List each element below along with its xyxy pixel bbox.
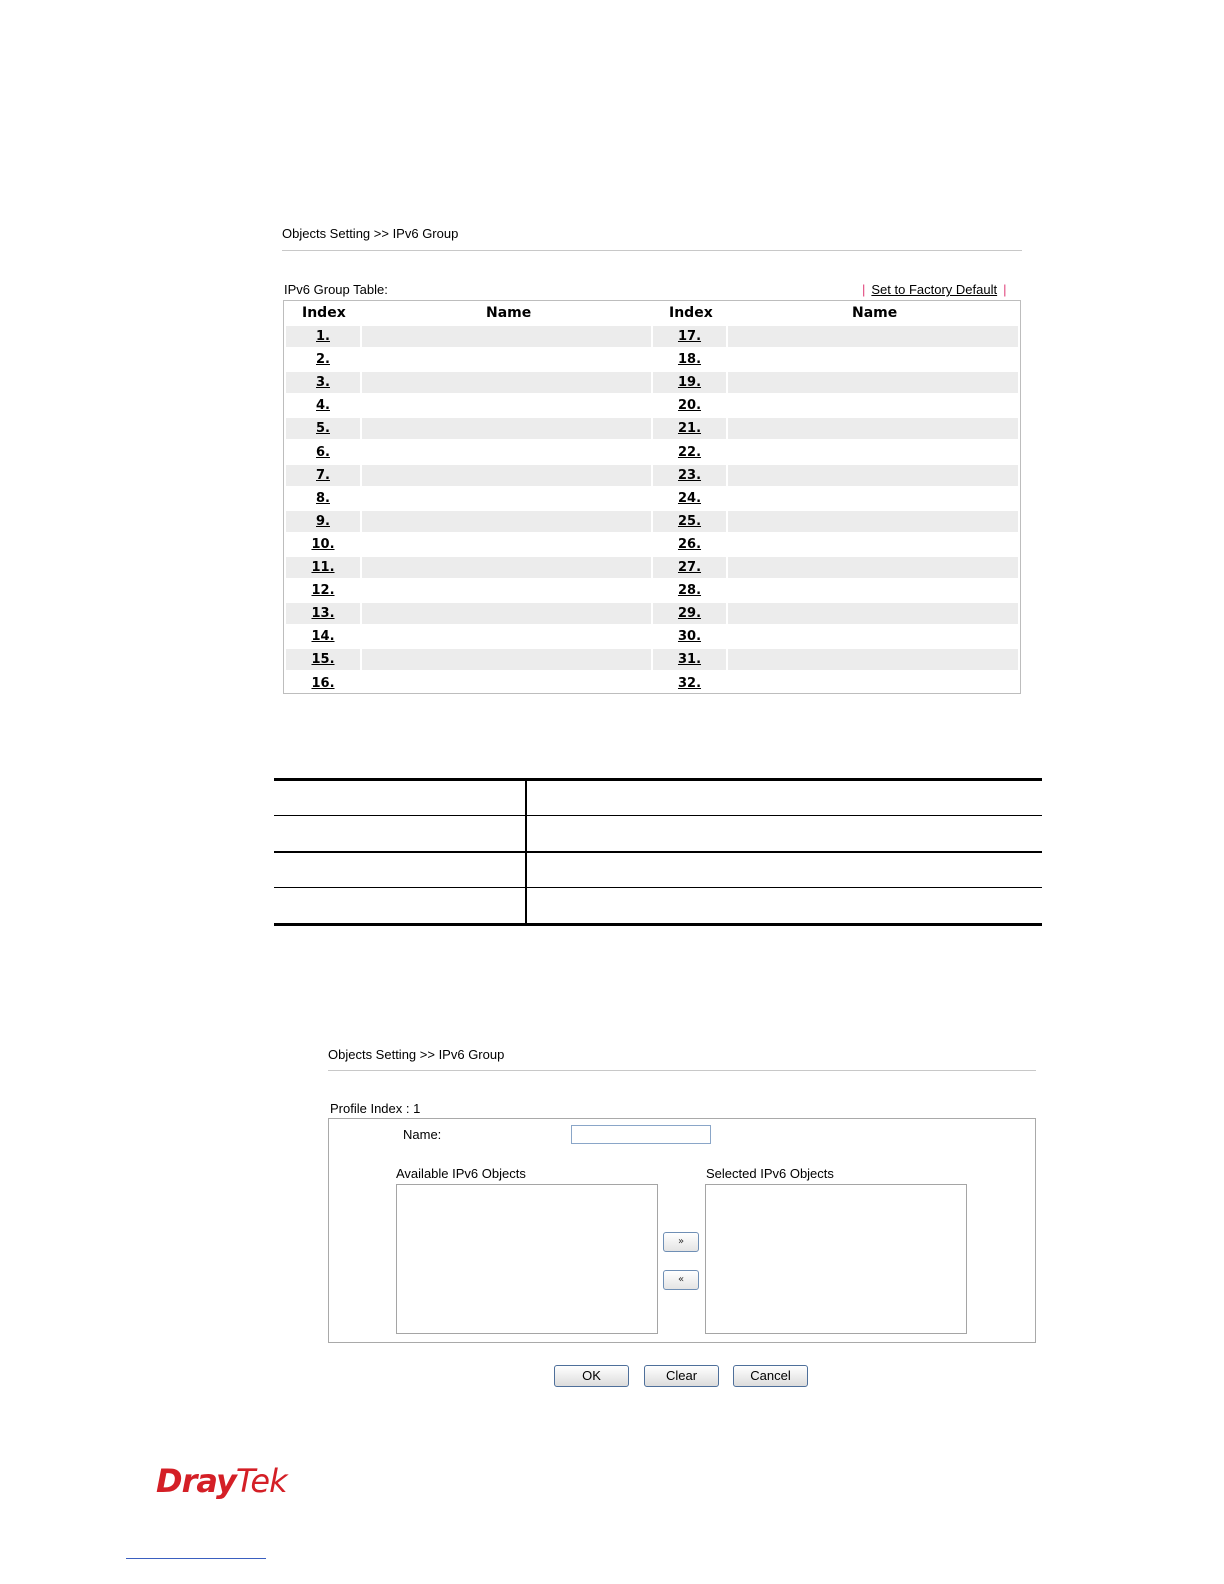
- index-link[interactable]: 11.: [311, 560, 335, 575]
- name-cell: [728, 395, 1018, 416]
- description-table: [274, 778, 1042, 926]
- name-cell: [728, 488, 1018, 509]
- index-cell: [653, 442, 726, 463]
- table-row: [286, 557, 1018, 578]
- remove-object-button[interactable]: «: [663, 1270, 699, 1290]
- index-link[interactable]: 30.: [677, 629, 702, 645]
- index-cell: [286, 326, 360, 347]
- name-cell: [362, 534, 651, 555]
- index-cell: [653, 580, 726, 601]
- header-index-right: Index: [669, 305, 713, 321]
- index-link[interactable]: 7.: [316, 467, 330, 483]
- table-row: [286, 603, 1018, 624]
- name-cell: [362, 649, 651, 670]
- ok-button[interactable]: OK: [554, 1365, 629, 1387]
- index-link[interactable]: 17.: [677, 329, 702, 344]
- index-link[interactable]: 8.: [316, 490, 330, 506]
- available-objects-list[interactable]: [396, 1184, 658, 1334]
- name-cell: [728, 626, 1018, 647]
- name-cell: [362, 372, 651, 393]
- name-cell: [728, 557, 1018, 578]
- index-link[interactable]: 10.: [311, 536, 335, 552]
- index-link[interactable]: 31.: [677, 652, 702, 668]
- name-cell: [362, 580, 651, 601]
- breadcrumb: Objects Setting >> IPv6 Group: [282, 226, 459, 241]
- index-link[interactable]: 6.: [316, 444, 330, 460]
- index-cell: [286, 372, 360, 393]
- index-cell: [286, 649, 360, 670]
- index-link[interactable]: 29.: [677, 606, 702, 622]
- index-link[interactable]: 2.: [316, 352, 330, 368]
- index-cell: [286, 488, 360, 509]
- index-cell: [286, 442, 360, 463]
- name-cell: [728, 326, 1018, 347]
- index-cell: [286, 580, 360, 601]
- profile-breadcrumb-divider: [328, 1070, 1036, 1071]
- table-row: [286, 395, 1018, 416]
- name-cell: [728, 442, 1018, 463]
- index-link[interactable]: 21.: [677, 421, 702, 437]
- index-cell: [653, 626, 726, 647]
- index-link[interactable]: 16.: [311, 675, 335, 691]
- index-link[interactable]: 25.: [677, 513, 702, 529]
- table-row: [286, 418, 1018, 439]
- name-label: Name:: [403, 1127, 442, 1142]
- table-row: [286, 649, 1018, 670]
- name-cell: [728, 603, 1018, 624]
- index-cell: [286, 603, 360, 624]
- table-row: [286, 673, 1018, 694]
- index-cell: [286, 395, 360, 416]
- name-input[interactable]: [571, 1125, 711, 1144]
- profile-index-label: Profile Index : 1: [330, 1101, 421, 1116]
- name-cell: [362, 626, 651, 647]
- table-row: [286, 534, 1018, 555]
- name-cell: [362, 557, 651, 578]
- index-cell: [653, 557, 726, 578]
- index-link[interactable]: 28.: [677, 583, 702, 599]
- name-cell: [362, 442, 651, 463]
- index-link[interactable]: 3.: [316, 375, 330, 391]
- header-index-left: Index: [302, 305, 346, 321]
- table-row-rule: [274, 887, 1042, 888]
- index-link[interactable]: 32.: [677, 675, 702, 691]
- name-cell: [362, 603, 651, 624]
- index-link[interactable]: 9.: [316, 513, 330, 529]
- header-name-right: Name: [852, 305, 898, 321]
- index-cell: [653, 349, 726, 370]
- footer-rule: [126, 1558, 266, 1559]
- name-cell: [728, 649, 1018, 670]
- name-cell: [362, 395, 651, 416]
- index-link[interactable]: 27.: [677, 560, 702, 575]
- index-cell: [653, 395, 726, 416]
- index-link[interactable]: 19.: [677, 375, 702, 391]
- set-factory-default-link[interactable]: Set to Factory Default: [871, 282, 998, 297]
- index-cell: [286, 465, 360, 486]
- ipv6-group-table: [283, 300, 1021, 694]
- name-cell: [728, 580, 1018, 601]
- name-cell: [728, 673, 1018, 694]
- table-column-divider: [525, 778, 527, 925]
- index-cell: [286, 557, 360, 578]
- name-cell: [728, 418, 1018, 439]
- name-cell: [728, 534, 1018, 555]
- index-link[interactable]: 5.: [316, 421, 330, 437]
- available-objects-label: Available IPv6 Objects: [396, 1166, 526, 1181]
- breadcrumb-divider: [282, 250, 1022, 251]
- name-cell: [362, 465, 651, 486]
- index-cell: [286, 673, 360, 694]
- index-cell: [653, 465, 726, 486]
- name-cell: [362, 673, 651, 694]
- index-link[interactable]: 1.: [316, 329, 330, 344]
- table-top-rule: [274, 778, 1042, 781]
- table-row: [286, 580, 1018, 601]
- table-row: [286, 626, 1018, 647]
- name-cell: [728, 372, 1018, 393]
- index-cell: [653, 418, 726, 439]
- index-link[interactable]: 12.: [311, 583, 335, 599]
- index-cell: [286, 511, 360, 532]
- index-link[interactable]: 24.: [677, 490, 702, 506]
- index-cell: [286, 534, 360, 555]
- table-row-rule: [274, 815, 1042, 816]
- add-object-button[interactable]: »: [663, 1232, 699, 1252]
- table-row: [286, 326, 1018, 347]
- factory-default-area: | Set to Factory Default |: [862, 282, 1007, 297]
- index-link[interactable]: 13.: [311, 606, 335, 622]
- index-link[interactable]: 26.: [677, 536, 702, 552]
- profile-breadcrumb: Objects Setting >> IPv6 Group: [328, 1047, 505, 1062]
- logo-tek: Tek: [235, 1462, 287, 1500]
- table-row: [286, 511, 1018, 532]
- index-cell: [653, 673, 726, 694]
- index-cell: [286, 626, 360, 647]
- name-cell: [362, 326, 651, 347]
- index-link[interactable]: 22.: [677, 444, 702, 460]
- table-row: [286, 465, 1018, 486]
- name-cell: [362, 488, 651, 509]
- name-cell: [728, 465, 1018, 486]
- name-cell: [362, 418, 651, 439]
- table-bottom-rule: [274, 923, 1042, 926]
- table-row: [286, 372, 1018, 393]
- name-cell: [362, 349, 651, 370]
- index-cell: [286, 349, 360, 370]
- index-cell: [653, 603, 726, 624]
- index-link[interactable]: 14.: [311, 629, 335, 645]
- index-cell: [653, 649, 726, 670]
- table-row: [286, 488, 1018, 509]
- table-row: [286, 442, 1018, 463]
- clear-button[interactable]: Clear: [644, 1365, 719, 1387]
- table-row-rule: [274, 851, 1042, 853]
- selected-objects-list[interactable]: [705, 1184, 967, 1334]
- logo-dray: Dray: [156, 1462, 236, 1500]
- index-cell: [653, 534, 726, 555]
- index-link[interactable]: 23.: [677, 467, 702, 483]
- index-cell: [653, 511, 726, 532]
- index-cell: [653, 326, 726, 347]
- draytek-logo: [156, 1462, 287, 1500]
- index-cell: [653, 488, 726, 509]
- name-cell: [728, 349, 1018, 370]
- name-cell: [362, 511, 651, 532]
- index-link[interactable]: 4.: [316, 398, 330, 414]
- index-link[interactable]: 15.: [311, 652, 335, 668]
- selected-objects-label: Selected IPv6 Objects: [706, 1166, 834, 1181]
- name-cell: [728, 511, 1018, 532]
- table-row: [286, 349, 1018, 370]
- index-cell: [653, 372, 726, 393]
- index-link[interactable]: 20.: [677, 398, 702, 414]
- header-name-left: Name: [486, 305, 532, 321]
- cancel-button[interactable]: Cancel: [733, 1365, 808, 1387]
- index-cell: [286, 418, 360, 439]
- table-title: IPv6 Group Table:: [284, 282, 388, 297]
- index-link[interactable]: 18.: [677, 352, 702, 368]
